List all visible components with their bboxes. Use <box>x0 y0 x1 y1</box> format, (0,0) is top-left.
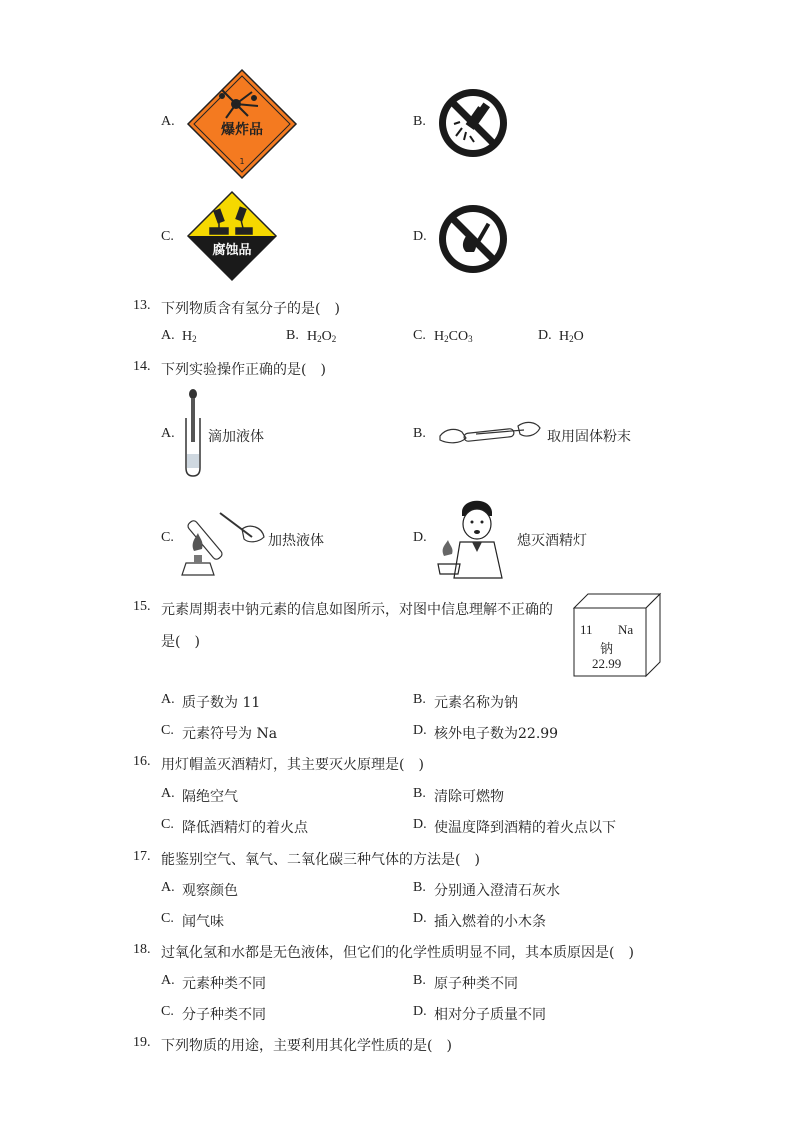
q15-option-b-letter: B. <box>413 692 426 707</box>
q17-option-c-letter: C. <box>161 911 174 926</box>
q18-option-d-text: 相对分子质量不同 <box>434 1007 546 1023</box>
q13-option-b-letter: B. <box>286 328 299 343</box>
q17-number: 17. <box>133 849 151 864</box>
q15-option-d-letter: D. <box>413 723 427 738</box>
q16-stem: 用灯帽盖灭酒精灯，其主要灭火原理是( ) <box>161 757 424 773</box>
q12-option-b-letter: B. <box>413 114 426 129</box>
q17-option-b-text: 分别通入澄清石灰水 <box>434 883 560 899</box>
element-symbol: Na <box>618 622 634 637</box>
powder-transfer-icon <box>436 416 544 450</box>
q13-stem: 下列物质含有氢分子的是( ) <box>161 301 340 317</box>
q14-option-b-caption: 取用固体粉末 <box>547 429 631 445</box>
q14-option-c-caption: 加热液体 <box>268 533 324 549</box>
q16-option-b-text: 清除可燃物 <box>434 789 504 805</box>
q14-option-c-letter: C. <box>161 530 174 545</box>
q15-option-d-text: 核外电子数为22.99 <box>434 726 559 742</box>
element-card-sodium <box>572 592 664 678</box>
q14-number: 14. <box>133 359 151 374</box>
q16-option-d-text: 使温度降到酒精的着火点以下 <box>434 820 616 836</box>
q18-option-a-text: 元素种类不同 <box>182 976 266 992</box>
explosive-sign-number: 1 <box>239 157 245 166</box>
q17-stem: 能鉴别空气、氧气、二氧化碳三种气体的方法是( ) <box>161 852 480 868</box>
q18-option-c-letter: C. <box>161 1004 174 1019</box>
no-open-flame-sign-icon <box>436 202 510 276</box>
q13-option-b-formula: $H_2O_2$ <box>307 329 337 344</box>
q19-stem: 下列物质的用途，主要利用其化学性质的是( ) <box>161 1038 452 1054</box>
q15-option-b-text: 元素名称为钠 <box>434 695 518 711</box>
element-name: 钠 <box>600 642 614 657</box>
q16-option-c-text: 降低酒精灯的着火点 <box>182 820 308 836</box>
q15-number: 15. <box>133 599 151 614</box>
q17-option-a-letter: A. <box>161 880 175 895</box>
no-fireworks-sign-icon <box>436 86 510 160</box>
q15-option-a-letter: A. <box>161 692 175 707</box>
explosive-sign-text: 爆炸品 <box>221 122 263 138</box>
q13-option-c-letter: C. <box>413 328 426 343</box>
q18-option-b-letter: B. <box>413 973 426 988</box>
q12-option-c-letter: C. <box>161 229 174 244</box>
q16-option-d-letter: D. <box>413 817 427 832</box>
q16-option-a-text: 隔绝空气 <box>182 789 238 805</box>
q15-option-a-text: 质子数为 11 <box>182 695 261 711</box>
q17-option-c-text: 闻气味 <box>182 914 224 930</box>
q13-option-a-formula: $H_2$ <box>182 329 197 344</box>
q15-option-c-letter: C. <box>161 723 174 738</box>
q17-option-a-text: 观察颜色 <box>182 883 238 899</box>
q14-option-b-letter: B. <box>413 426 426 441</box>
blowing-lamp-boy-icon <box>436 494 516 580</box>
q18-option-a-letter: A. <box>161 973 175 988</box>
q18-stem: 过氧化氢和水都是无色液体，但它们的化学性质明显不同，其本质原因是( ) <box>161 945 634 961</box>
element-atomic-number: 11 <box>580 622 593 637</box>
q13-option-a-letter: A. <box>161 328 175 343</box>
heating-liquid-icon <box>180 493 266 579</box>
q12-option-a-letter: A. <box>161 114 175 129</box>
q18-number: 18. <box>133 942 151 957</box>
q17-option-d-text: 插入燃着的小木条 <box>434 914 546 930</box>
corrosive-sign-text: 腐蚀品 <box>212 243 252 258</box>
q14-option-d-letter: D. <box>413 530 427 545</box>
q13-option-d-letter: D. <box>538 328 552 343</box>
q16-option-c-letter: C. <box>161 817 174 832</box>
q16-option-a-letter: A. <box>161 786 175 801</box>
q18-option-d-letter: D. <box>413 1004 427 1019</box>
explosive-sign-icon <box>186 68 298 180</box>
dropper-test-tube-icon <box>180 388 206 478</box>
element-mass: 22.99 <box>592 656 622 671</box>
q13-option-d-formula: $H_2O$ <box>559 329 584 344</box>
q14-option-a-letter: A. <box>161 426 175 441</box>
q14-option-d-caption: 熄灭酒精灯 <box>517 533 587 549</box>
q13-number: 13. <box>133 298 151 313</box>
q18-option-c-text: 分子种类不同 <box>182 1007 266 1023</box>
q16-number: 16. <box>133 754 151 769</box>
q15-stem-line2: 是( ) <box>161 634 200 650</box>
q12-option-d-letter: D. <box>413 229 427 244</box>
q15-option-c-text: 元素符号为 Na <box>182 726 278 742</box>
q19-number: 19. <box>133 1035 151 1050</box>
q13-option-c-formula: $H_2CO_3$ <box>434 329 473 344</box>
q16-option-b-letter: B. <box>413 786 426 801</box>
q17-option-b-letter: B. <box>413 880 426 895</box>
q14-stem: 下列实验操作正确的是( ) <box>161 362 326 378</box>
corrosive-sign-icon <box>186 190 278 282</box>
q18-option-b-text: 原子种类不同 <box>434 976 518 992</box>
q14-option-a-caption: 滴加液体 <box>208 429 264 445</box>
q17-option-d-letter: D. <box>413 911 427 926</box>
q15-stem-line1: 元素周期表中钠元素的信息如图所示，对图中信息理解不正确的 <box>161 602 553 618</box>
